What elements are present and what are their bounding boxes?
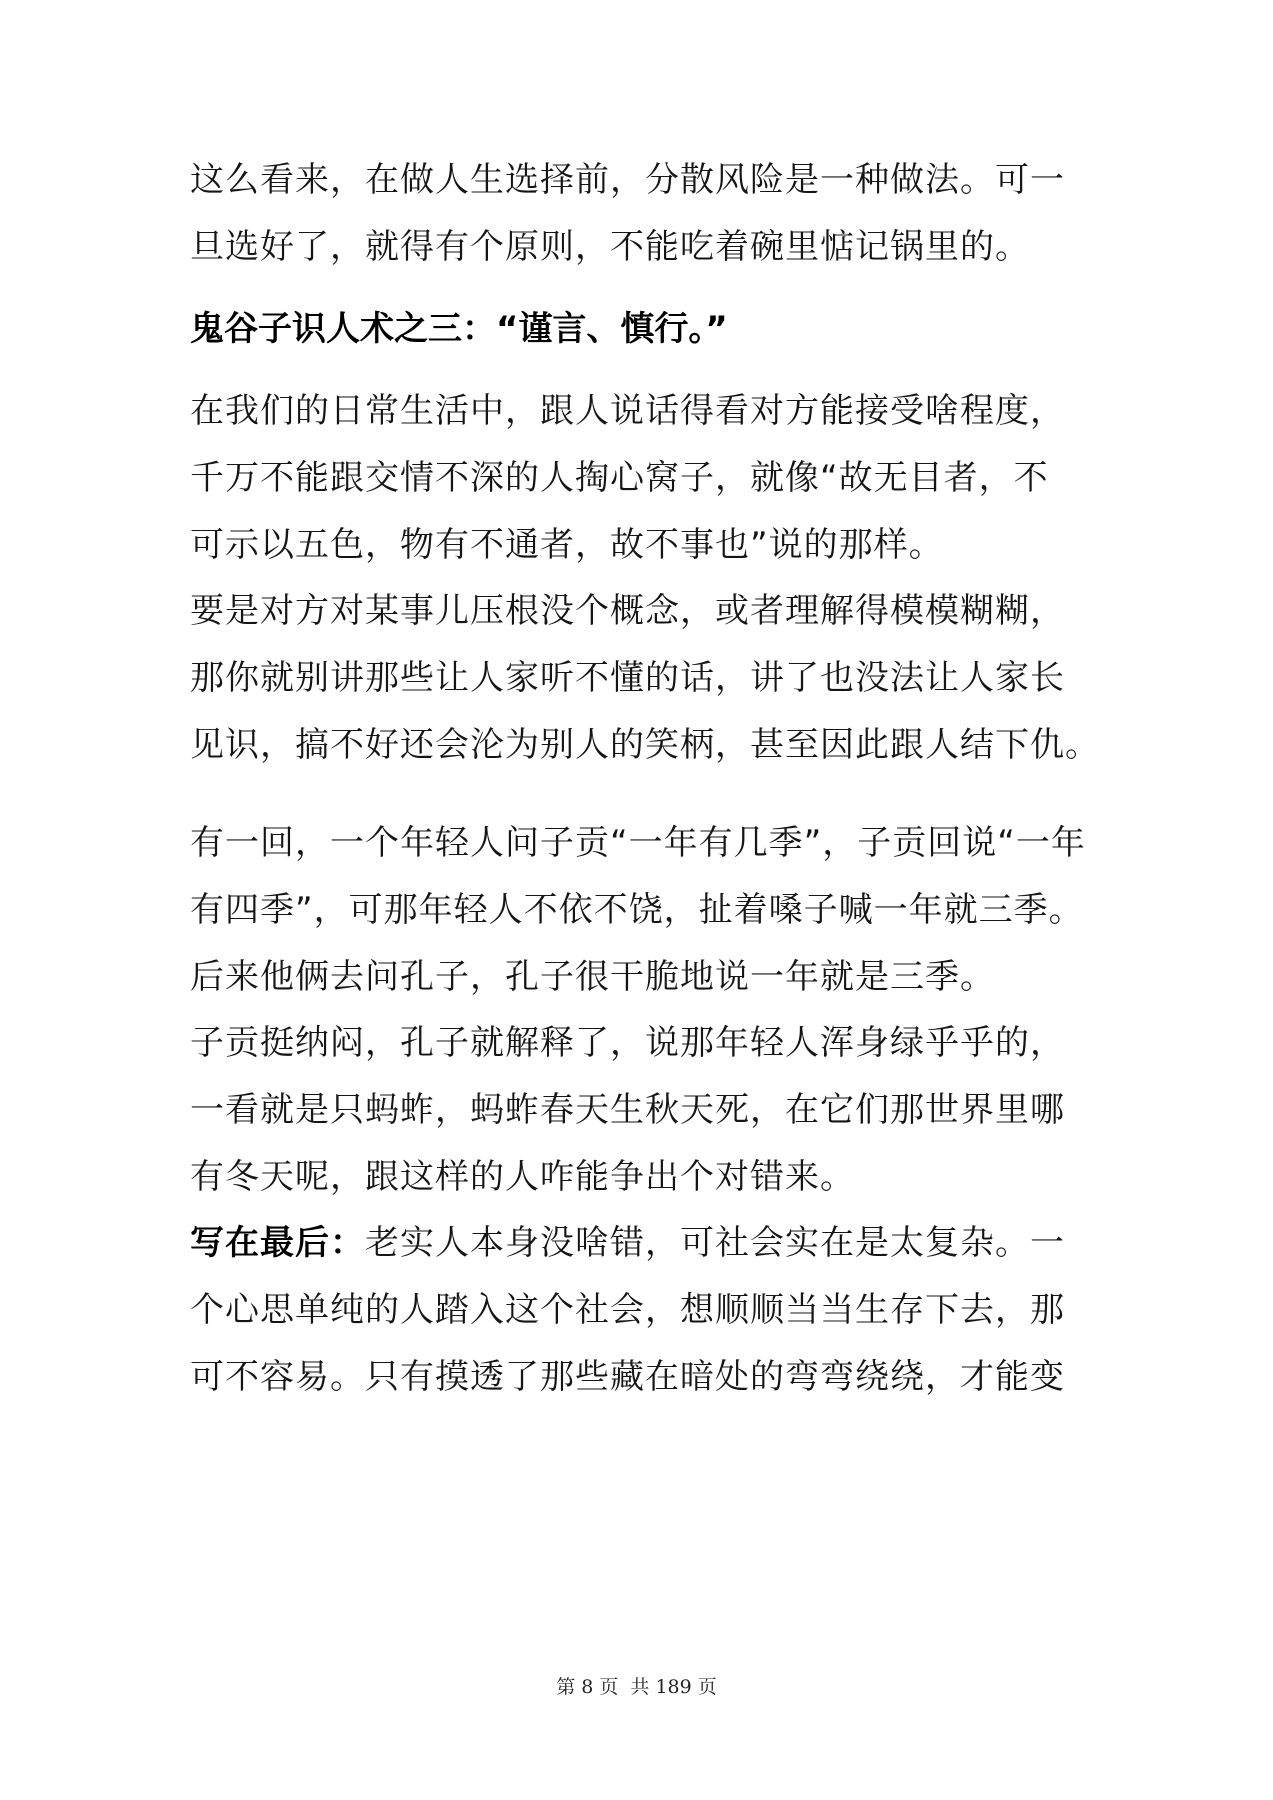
text-line: 旦选好了，就得有个原则，不能吃着碗里惦记锅里的。 bbox=[190, 227, 1030, 267]
page-footer bbox=[0, 1672, 1273, 1699]
text-line: 要是对方对某事儿压根没个概念，或者理解得模模糊糊， bbox=[190, 591, 1065, 631]
paragraph-2 bbox=[190, 378, 1090, 579]
page-number: 8 bbox=[581, 1676, 594, 1698]
text-line: 个心思单纯的人踏入这个社会，想顺顺当当生存下去，那 bbox=[190, 1290, 1065, 1330]
total-pages: 189 bbox=[655, 1676, 692, 1698]
text-line: 一看就是只蚂蚱，蚂蚱春天生秋天死，在它们那世界里哪 bbox=[190, 1090, 1065, 1130]
text-line: 有四季”，可那年轻人不依不饶，扯着嗓子喊一年就三季。 bbox=[190, 890, 1084, 930]
paragraph-4 bbox=[190, 810, 1090, 1011]
paragraph-6 bbox=[190, 1210, 1090, 1411]
text-line: 在我们的日常生活中，跟人说话得看对方能接受啥程度， bbox=[190, 391, 1065, 431]
text-line: 有冬天呢，跟这样的人咋能争出个对错来。 bbox=[190, 1157, 855, 1197]
text-line: 子贡挺纳闷，孔子就解释了，说那年轻人浑身绿乎乎的， bbox=[190, 1023, 1065, 1063]
conclusion-lead: 写在最后： bbox=[190, 1223, 365, 1263]
paragraph-1 bbox=[190, 147, 1090, 281]
text-line: 可示以五色，物有不通者，故不事也”说的那样。 bbox=[190, 525, 944, 565]
text-run: 老实人本身没啥错，可社会实在是太复杂。一 bbox=[365, 1223, 1065, 1263]
section-heading: 鬼谷子识人术之三：“谨言、慎行。” bbox=[190, 309, 728, 349]
footer-middle: 页 共 bbox=[599, 1676, 650, 1698]
text-line bbox=[190, 1210, 1090, 1277]
text-line: 这么看来，在做人生选择前，分散风险是一种做法。可一 bbox=[190, 160, 1065, 200]
paragraph-5 bbox=[190, 1010, 1090, 1211]
paragraph-3 bbox=[190, 578, 1100, 779]
text-line: 见识，搞不好还会沦为别人的笑柄，甚至因此跟人结下仇。 bbox=[190, 725, 1100, 765]
text-line: 那你就别讲那些让人家听不懂的话，讲了也没法让人家长 bbox=[190, 658, 1065, 698]
footer-prefix: 第 bbox=[556, 1676, 576, 1698]
text-line: 可不容易。只有摸透了那些藏在暗处的弯弯绕绕，才能变 bbox=[190, 1357, 1065, 1397]
text-line: 千万不能跟交情不深的人掏心窝子，就像“故无目者，不 bbox=[190, 458, 1049, 498]
text-line: 后来他俩去问孔子，孔子很干脆地说一年就是三季。 bbox=[190, 957, 995, 997]
text-line: 有一回，一个年轻人问子贡“一年有几季”，子贡回说“一年 bbox=[190, 823, 1086, 863]
footer-suffix: 页 bbox=[697, 1676, 717, 1698]
